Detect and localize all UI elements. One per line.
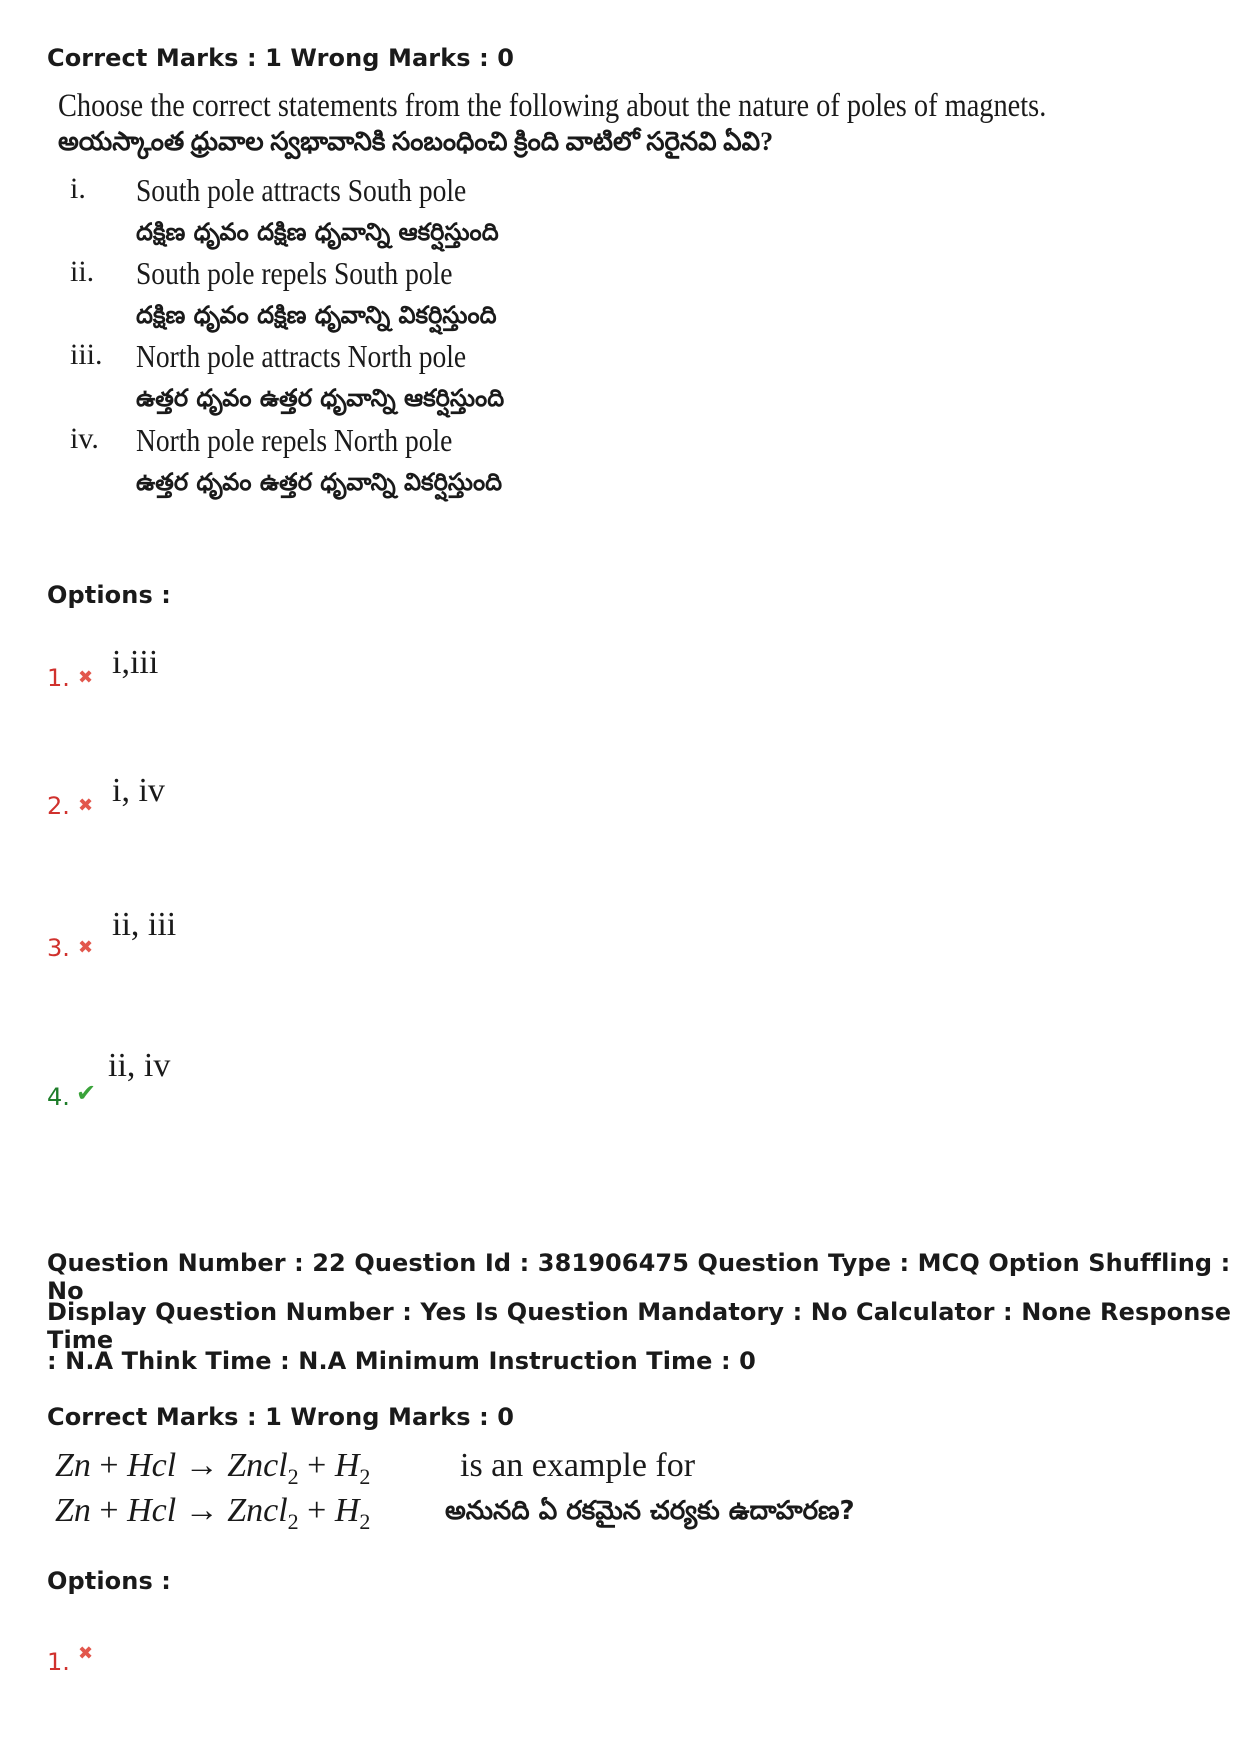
- cross-icon: ✖: [78, 667, 94, 688]
- statement-english: North pole attracts North pole: [136, 338, 467, 374]
- question-telugu: అయస్కాంత ధ్రువాల స్వభావానికి సంబంధించి క్రింది వాటిలో సరైనవి ఏవి?: [58, 127, 774, 156]
- question-info-line-1: Question Number : 22 Question Id : 381906475 Question Type : MCQ Option Shuffling : No: [47, 1249, 1231, 1305]
- cross-icon: ✖: [78, 1643, 94, 1664]
- option-number: 1.: [47, 664, 70, 692]
- check-icon: ✔: [76, 1079, 97, 1107]
- question-info-line-3: : N.A Think Time : N.A Minimum Instruction Time : 0: [47, 1347, 756, 1375]
- question-english: is an example for: [460, 1447, 696, 1484]
- statement-number: i.: [70, 172, 86, 205]
- cross-icon: ✖: [78, 795, 94, 816]
- option-number: 1.: [47, 1648, 70, 1676]
- question-text: [58, 88, 1207, 163]
- statement-number: iv.: [70, 422, 99, 455]
- question-telugu: అనునది ఏ రకమైన చర్యకు ఉదాహరణ?: [445, 1496, 855, 1526]
- statement-english: South pole repels South pole: [136, 255, 453, 291]
- statement-number: ii.: [70, 255, 95, 288]
- option-value: ii, iii: [112, 906, 177, 943]
- options-label: Options :: [47, 1567, 171, 1595]
- statement-telugu: ఉత్తర ధృవం ఉత్తర ధృవాన్ని వికర్షిస్తుంది: [136, 468, 503, 496]
- equation-telugu: Zn + Hcl → Zncl$_2$ + $H_2$ అనునది ఏ రకమైన చర్యకు ఉదాహరణ?: [55, 1492, 855, 1534]
- option-value: i,iii: [112, 644, 159, 681]
- marks-line: Correct Marks : 1 Wrong Marks : 0: [47, 1403, 515, 1431]
- statement-english: North pole repels North pole: [136, 422, 453, 458]
- options-label: Options :: [47, 581, 171, 609]
- equation-english: Zn + Hcl → Zncl$_2$ + $H_2$ is an example for: [55, 1447, 696, 1489]
- statement-number: iii.: [70, 338, 103, 371]
- statement-telugu: దక్షిణ ధృవం దక్షిణ ధృవాన్ని వికర్షిస్తుంది: [136, 301, 497, 329]
- question-info-line-2: Display Question Number : Yes Is Question Mandatory : No Calculator : None Response Time: [47, 1298, 1232, 1354]
- marks-line: Correct Marks : 1 Wrong Marks : 0: [47, 44, 515, 72]
- option-number: 2.: [47, 792, 70, 820]
- cross-icon: ✖: [78, 937, 94, 958]
- option-number: 3.: [47, 934, 70, 962]
- question-english: Choose the correct statements from the following about the nature of poles of magnets.: [58, 88, 1047, 124]
- statement-english: South pole attracts South pole: [136, 172, 467, 208]
- option-number: 4.: [47, 1083, 70, 1111]
- option-value: ii, iv: [108, 1047, 171, 1084]
- statement-telugu: దక్షిణ ధృవం దక్షిణ ధృవాన్ని ఆకర్షిస్తుంది: [136, 218, 499, 246]
- option-value: i, iv: [112, 772, 165, 809]
- statement-telugu: ఉత్తర ధృవం ఉత్తర ధృవాన్ని ఆకర్షిస్తుంది: [136, 384, 505, 412]
